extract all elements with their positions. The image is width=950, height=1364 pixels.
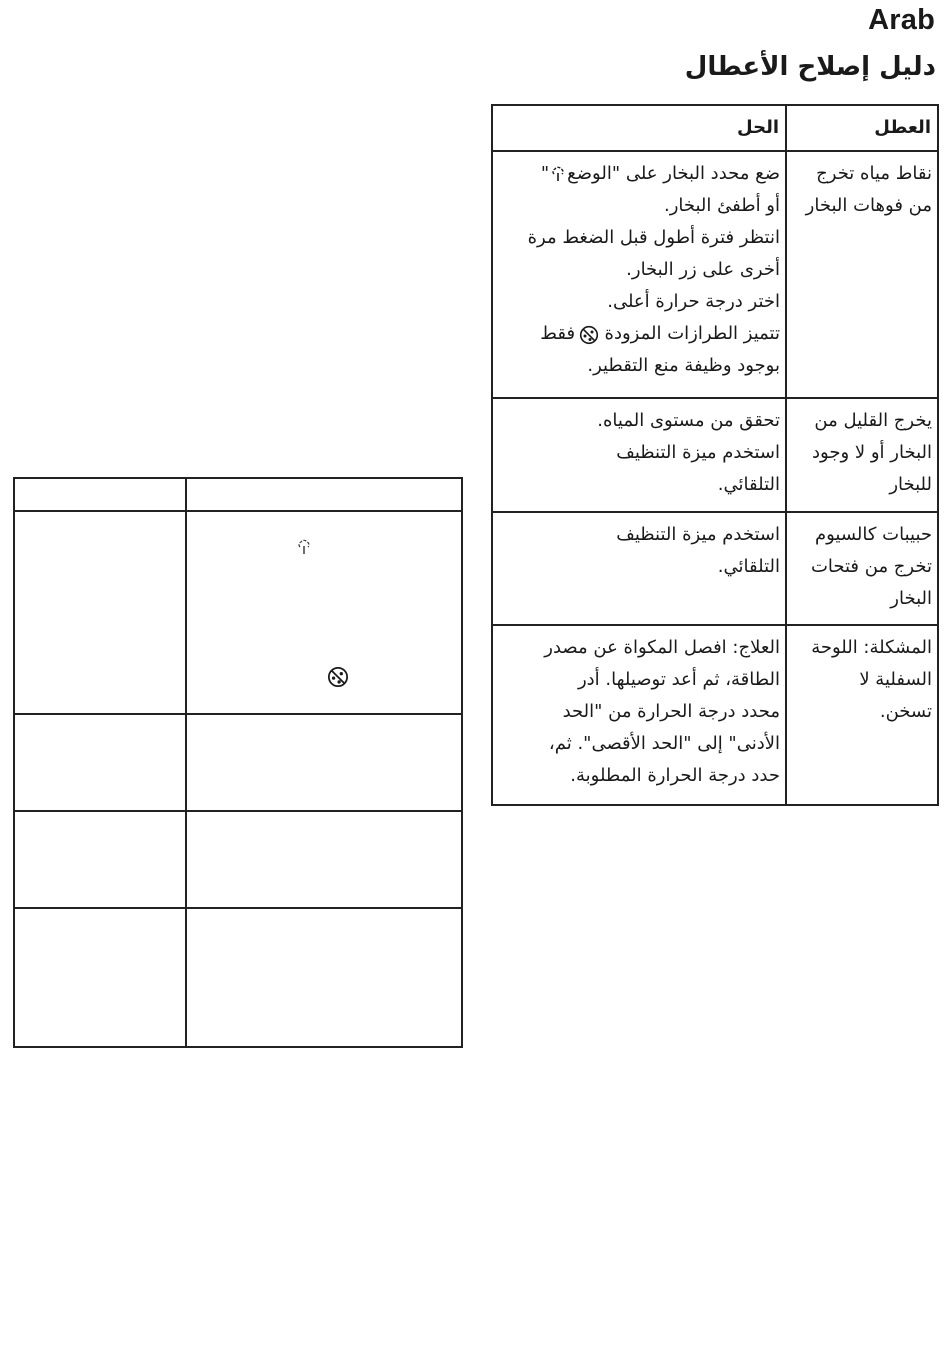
solution-cell (492, 512, 786, 625)
solution-cell (492, 625, 786, 805)
solution-line (498, 158, 780, 190)
problem-line: البخار (890, 588, 932, 609)
language-label: Arab (868, 4, 935, 36)
problem-line: تسخن. (879, 701, 932, 722)
problem-line: السفلية لا (859, 669, 932, 690)
problem-line: للبخار (889, 474, 932, 495)
blank-table-row (14, 714, 462, 811)
blank-cell (186, 908, 462, 1047)
table-row (492, 151, 938, 398)
problem-cell (786, 625, 938, 805)
page-title: دليل إصلاح الأعطال (684, 52, 936, 82)
blank-table-header-row (14, 478, 462, 511)
solution-line: أو أطفئ البخار. (663, 195, 780, 216)
solution-line: الأدنى" إلى "الحد الأقصى". ثم، (548, 733, 780, 754)
problem-cell (786, 151, 938, 398)
problem-line: المشكلة: اللوحة (811, 637, 932, 658)
blank-table (13, 477, 463, 1048)
problem-line: تخرج من فتحات (810, 556, 932, 577)
blank-cell (14, 478, 186, 511)
table-row (492, 625, 938, 805)
steam-icon (295, 538, 313, 563)
table-row (492, 512, 938, 625)
solution-cell (492, 151, 786, 398)
blank-table-row (14, 511, 462, 714)
anti-drip-icon (327, 666, 349, 693)
blank-cell (14, 714, 186, 811)
problem-line: من فوهات البخار (805, 195, 932, 216)
solution-line: استخدم ميزة التنظيف (616, 442, 780, 463)
solution-line: تحقق من مستوى المياه. (597, 410, 780, 431)
blank-cell (186, 714, 462, 811)
anti-drip-icon (581, 324, 599, 344)
solution-text: تتميز الطرازات المزودة (604, 323, 780, 344)
solution-line: حدد درجة الحرارة المطلوبة. (570, 765, 780, 786)
problem-line: البخار أو لا وجود (812, 442, 932, 463)
solution-line: بوجود وظيفة منع التقطير. (587, 355, 780, 376)
problem-cell (786, 398, 938, 512)
column-header-problem: العطل (786, 105, 938, 151)
table-row (492, 398, 938, 512)
solution-line: العلاج: افصل المكواة عن مصدر (544, 637, 780, 658)
solution-text: ضع محدد البخار على "الوضع (567, 163, 780, 184)
steam-icon (549, 164, 567, 184)
blank-cell (186, 478, 462, 511)
solution-line: اختر درجة حرارة أعلى. (607, 291, 780, 312)
problem-line: نقاط مياه تخرج (816, 163, 932, 184)
troubleshooting-table (491, 104, 939, 806)
blank-cell (186, 811, 462, 908)
blank-cell (14, 811, 186, 908)
solution-cell (492, 398, 786, 512)
blank-table-row (14, 908, 462, 1047)
blank-table-row (14, 811, 462, 908)
solution-line: الطاقة، ثم أعد توصيلها. أدر (577, 669, 780, 690)
blank-cell (14, 511, 186, 714)
solution-line: أخرى على زر البخار. (626, 259, 780, 280)
problem-line: يخرج القليل من (814, 410, 932, 431)
solution-line: التلقائي. (717, 474, 780, 495)
blank-cell (14, 908, 186, 1047)
problem-cell (786, 512, 938, 625)
solution-line: استخدم ميزة التنظيف (616, 524, 780, 545)
table-header-row (492, 105, 938, 151)
blank-cell (186, 511, 462, 714)
column-header-solution: الحل (492, 105, 786, 151)
solution-text: فقط (540, 323, 576, 344)
solution-line: التلقائي. (717, 556, 780, 577)
solution-line: محدد درجة الحرارة من "الحد (562, 701, 780, 722)
problem-line: حبيبات كالسيوم (814, 524, 932, 545)
solution-text: " (540, 163, 550, 184)
solution-line (498, 318, 780, 350)
solution-line: انتظر فترة أطول قبل الضغط مرة (527, 227, 780, 248)
